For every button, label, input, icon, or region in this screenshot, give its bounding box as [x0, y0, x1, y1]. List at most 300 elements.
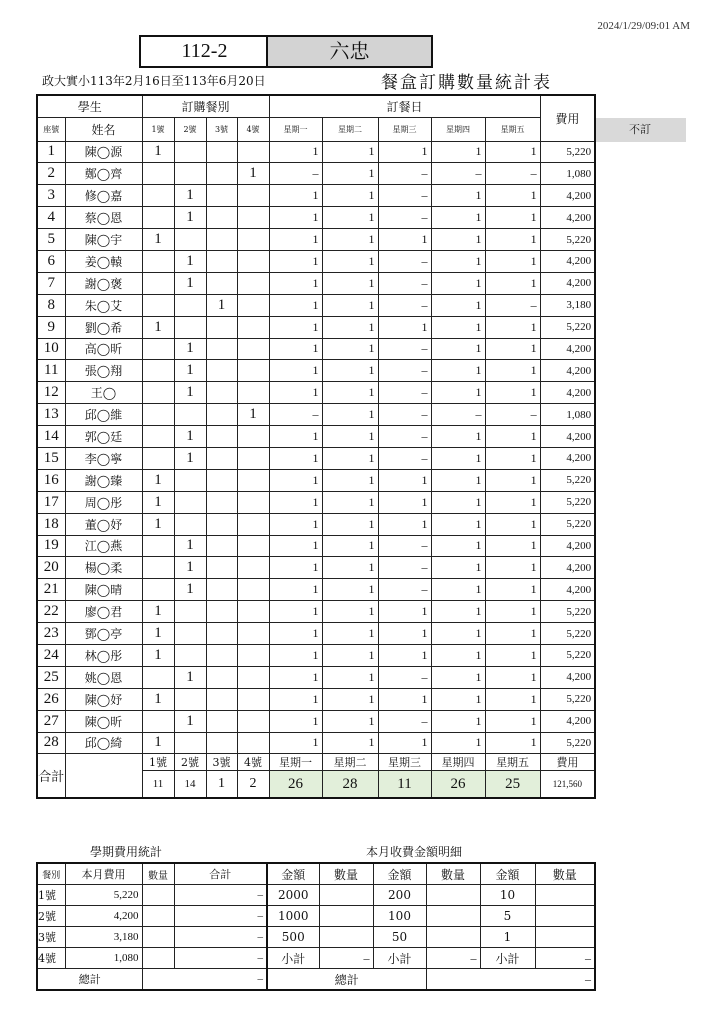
order-day-cell: 1	[378, 491, 431, 513]
income-qty	[319, 906, 373, 927]
order-type-cell	[142, 207, 174, 229]
income-qty	[319, 927, 373, 948]
totals-day-label: 星期二	[322, 754, 378, 771]
order-type-cell	[206, 469, 237, 491]
student-name: 蔡◯恩	[65, 207, 142, 229]
seat-number: 22	[37, 601, 65, 623]
total-mon: 26	[269, 771, 322, 798]
student-row	[37, 644, 595, 666]
totals-type-label: 1號	[142, 754, 174, 771]
semester-qty	[142, 885, 174, 906]
sem-grand-label: 總計	[37, 969, 142, 991]
income-amount: 100	[373, 906, 426, 927]
period-label: 政大實小113年2月16日至113年6月20日	[42, 74, 266, 88]
header-tue: 星期二	[322, 117, 378, 141]
order-type-cell	[237, 513, 269, 535]
header-student: 學生	[37, 95, 142, 117]
order-type-cell: 1	[174, 535, 206, 557]
semester-fee: 5,220	[65, 885, 142, 906]
header-type-3: 3號	[206, 117, 237, 141]
header-fri: 星期五	[485, 117, 540, 141]
order-type-cell	[237, 229, 269, 251]
income-qty	[426, 906, 480, 927]
student-name: 朱◯艾	[65, 294, 142, 316]
order-day-cell: 1	[269, 447, 322, 469]
student-name: 郭◯廷	[65, 426, 142, 448]
income-row	[267, 948, 595, 969]
order-type-cell: 1	[174, 360, 206, 382]
order-day-cell: 1	[431, 382, 485, 404]
order-type-cell	[237, 623, 269, 645]
seat-number: 6	[37, 250, 65, 272]
order-day-cell: 1	[322, 623, 378, 645]
student-row	[37, 141, 595, 163]
order-day-cell: –	[485, 294, 540, 316]
seat-number: 11	[37, 360, 65, 382]
fee-cell: 4,200	[540, 338, 595, 360]
order-day-cell: 1	[431, 557, 485, 579]
order-day-cell: 1	[322, 250, 378, 272]
fee-cell: 4,200	[540, 447, 595, 469]
order-day-cell: –	[378, 557, 431, 579]
student-row	[37, 316, 595, 338]
order-day-cell: 1	[431, 732, 485, 754]
total-type-2: 14	[174, 771, 206, 798]
student-name: 邱◯綺	[65, 732, 142, 754]
order-type-cell	[174, 491, 206, 513]
order-day-cell: 1	[322, 666, 378, 688]
fee-cell: 4,200	[540, 207, 595, 229]
order-type-cell	[206, 491, 237, 513]
student-row	[37, 710, 595, 732]
order-type-cell	[142, 666, 174, 688]
total-type-1: 11	[142, 771, 174, 798]
order-type-cell	[142, 426, 174, 448]
order-type-cell	[174, 404, 206, 426]
order-day-cell: 1	[431, 250, 485, 272]
order-type-cell	[174, 294, 206, 316]
order-day-cell: 1	[431, 469, 485, 491]
student-row	[37, 426, 595, 448]
income-amount: 5	[480, 906, 535, 927]
seat-number: 28	[37, 732, 65, 754]
order-day-cell: 1	[269, 623, 322, 645]
order-type-cell: 1	[142, 513, 174, 535]
order-type-cell	[206, 710, 237, 732]
order-type-cell	[206, 185, 237, 207]
order-day-cell: 1	[322, 163, 378, 185]
seat-number: 8	[37, 294, 65, 316]
order-type-cell	[237, 491, 269, 513]
order-day-cell: –	[431, 404, 485, 426]
student-row	[37, 382, 595, 404]
order-type-cell	[237, 732, 269, 754]
seat-number: 4	[37, 207, 65, 229]
seat-number: 17	[37, 491, 65, 513]
student-name: 楊◯柔	[65, 557, 142, 579]
student-name: 高◯昕	[65, 338, 142, 360]
semester-fee: 3,180	[65, 927, 142, 948]
header-type-2: 2號	[174, 117, 206, 141]
semester-row	[37, 948, 267, 969]
student-name: 修◯嘉	[65, 185, 142, 207]
order-day-cell: 1	[322, 710, 378, 732]
order-day-cell: 1	[431, 535, 485, 557]
income-amount: 1	[480, 927, 535, 948]
seat-number: 7	[37, 272, 65, 294]
student-row	[37, 360, 595, 382]
order-type-cell: 1	[142, 601, 174, 623]
order-day-cell: 1	[485, 185, 540, 207]
order-day-cell: 1	[269, 469, 322, 491]
seat-number: 26	[37, 688, 65, 710]
order-type-cell: 1	[174, 579, 206, 601]
order-type-cell	[206, 382, 237, 404]
order-day-cell: 1	[378, 688, 431, 710]
order-day-cell: –	[378, 404, 431, 426]
student-name: 鄭◯齊	[65, 163, 142, 185]
order-type-cell	[206, 141, 237, 163]
order-day-cell: 1	[431, 360, 485, 382]
order-day-cell: 1	[269, 229, 322, 251]
order-day-cell: 1	[322, 491, 378, 513]
order-type-cell: 1	[206, 294, 237, 316]
order-day-cell: 1	[485, 688, 540, 710]
order-day-cell: 1	[485, 141, 540, 163]
order-type-cell	[206, 163, 237, 185]
order-type-cell	[237, 272, 269, 294]
student-row	[37, 447, 595, 469]
seat-number: 21	[37, 579, 65, 601]
order-type-cell: 1	[142, 316, 174, 338]
order-day-cell: 1	[485, 250, 540, 272]
order-type-cell	[174, 316, 206, 338]
student-row	[37, 579, 595, 601]
header-name: 姓名	[65, 117, 142, 141]
order-day-cell: 1	[431, 141, 485, 163]
semester-total: –	[174, 948, 267, 969]
semester-row	[37, 927, 267, 948]
order-day-cell: –	[485, 404, 540, 426]
print-timestamp: 2024/1/29/09:01 AM	[597, 20, 690, 32]
student-row	[37, 272, 595, 294]
order-day-cell: 1	[322, 513, 378, 535]
student-name: 謝◯褒	[65, 272, 142, 294]
order-type-cell	[206, 229, 237, 251]
order-day-cell: 1	[269, 141, 322, 163]
order-day-cell: 1	[322, 294, 378, 316]
seat-number: 12	[37, 382, 65, 404]
order-day-cell: 1	[485, 623, 540, 645]
income-amount: 10	[480, 885, 535, 906]
income-qty	[535, 885, 595, 906]
student-row	[37, 469, 595, 491]
order-type-cell	[206, 272, 237, 294]
order-day-cell: 1	[378, 623, 431, 645]
sem-grand-value: –	[142, 969, 267, 991]
order-day-cell: –	[378, 360, 431, 382]
order-day-cell: 1	[485, 272, 540, 294]
order-day-cell: –	[431, 163, 485, 185]
order-type-cell	[206, 360, 237, 382]
order-day-cell: –	[378, 294, 431, 316]
order-day-cell: 1	[269, 601, 322, 623]
order-day-cell: 1	[269, 579, 322, 601]
student-row	[37, 185, 595, 207]
fee-cell: 5,220	[540, 623, 595, 645]
order-day-cell: 1	[431, 207, 485, 229]
order-day-cell: 1	[322, 426, 378, 448]
order-day-cell: 1	[322, 601, 378, 623]
order-type-cell	[142, 360, 174, 382]
order-day-cell: –	[378, 666, 431, 688]
student-row	[37, 732, 595, 754]
total-type-4: 2	[237, 771, 269, 798]
class-name: 六忠	[266, 35, 433, 68]
student-row	[37, 207, 595, 229]
income-amount: 小計	[373, 948, 426, 969]
order-type-cell	[174, 141, 206, 163]
order-day-cell: 1	[322, 688, 378, 710]
order-day-cell: –	[378, 579, 431, 601]
income-amount: 2000	[267, 885, 319, 906]
student-name: 姜◯轅	[65, 250, 142, 272]
order-type-cell	[206, 579, 237, 601]
total-tue: 28	[322, 771, 378, 798]
order-type-cell: 1	[237, 163, 269, 185]
student-name: 李◯寧	[65, 447, 142, 469]
inc-header: 金額	[480, 863, 535, 885]
order-day-cell: 1	[269, 710, 322, 732]
order-type-cell: 1	[174, 382, 206, 404]
semester-row	[37, 885, 267, 906]
order-day-cell: 1	[322, 360, 378, 382]
fee-cell: 4,200	[540, 360, 595, 382]
student-row	[37, 491, 595, 513]
fee-cell: 4,200	[540, 535, 595, 557]
fee-cell: 5,220	[540, 601, 595, 623]
order-type-cell	[174, 469, 206, 491]
order-day-cell: 1	[431, 338, 485, 360]
income-qty: –	[319, 948, 373, 969]
seat-number: 5	[37, 229, 65, 251]
order-day-cell: 1	[485, 513, 540, 535]
order-type-cell: 1	[174, 426, 206, 448]
student-name: 鄧◯亭	[65, 623, 142, 645]
income-title: 本月收費金額明細	[366, 845, 463, 859]
order-day-cell: 1	[378, 732, 431, 754]
order-type-cell: 1	[174, 666, 206, 688]
order-type-cell: 1	[174, 250, 206, 272]
order-day-cell: –	[378, 272, 431, 294]
student-name: 張◯翔	[65, 360, 142, 382]
order-day-cell: 1	[269, 338, 322, 360]
order-day-cell: 1	[485, 426, 540, 448]
order-day-cell: 1	[485, 338, 540, 360]
semester-fee: 4,200	[65, 906, 142, 927]
student-name: 陳◯妤	[65, 688, 142, 710]
order-day-cell: 1	[485, 579, 540, 601]
order-day-cell: –	[378, 382, 431, 404]
order-day-cell: 1	[322, 185, 378, 207]
order-type-cell	[174, 623, 206, 645]
order-type-cell	[142, 272, 174, 294]
order-day-cell: 1	[431, 710, 485, 732]
order-type-cell	[237, 535, 269, 557]
order-type-cell	[142, 535, 174, 557]
student-name: 劉◯希	[65, 316, 142, 338]
order-type-cell	[237, 207, 269, 229]
totals-type-label: 2號	[174, 754, 206, 771]
order-type-cell	[237, 666, 269, 688]
order-type-cell: 1	[142, 469, 174, 491]
seat-number: 2	[37, 163, 65, 185]
order-day-cell: 1	[269, 382, 322, 404]
order-day-cell: 1	[485, 469, 540, 491]
fee-cell: 3,180	[540, 294, 595, 316]
order-type-cell	[206, 732, 237, 754]
student-row	[37, 404, 595, 426]
order-day-cell: 1	[322, 644, 378, 666]
inc-grand-value: –	[426, 969, 595, 991]
fee-cell: 5,220	[540, 469, 595, 491]
order-day-cell: 1	[378, 644, 431, 666]
order-table	[36, 94, 596, 799]
order-type-cell: 1	[142, 644, 174, 666]
student-name: 陳◯晴	[65, 579, 142, 601]
order-day-cell: 1	[485, 644, 540, 666]
totals-fee-label: 費用	[540, 754, 595, 771]
inc-header: 金額	[373, 863, 426, 885]
page-title: 餐盒訂購數量統計表	[381, 73, 552, 93]
fee-cell: 4,200	[540, 272, 595, 294]
order-day-cell: 1	[269, 491, 322, 513]
student-name: 陳◯源	[65, 141, 142, 163]
order-day-cell: 1	[378, 469, 431, 491]
order-type-cell: 1	[174, 185, 206, 207]
order-day-cell: –	[269, 163, 322, 185]
order-type-cell	[237, 382, 269, 404]
order-day-cell: 1	[431, 272, 485, 294]
order-day-cell: –	[378, 250, 431, 272]
income-amount: 小計	[267, 948, 319, 969]
income-qty	[426, 927, 480, 948]
totals-day-label: 星期一	[269, 754, 322, 771]
order-type-cell	[142, 163, 174, 185]
order-day-cell: 1	[269, 688, 322, 710]
student-row	[37, 535, 595, 557]
order-type-cell	[142, 294, 174, 316]
order-type-cell	[237, 579, 269, 601]
sem-header: 數量	[142, 863, 174, 885]
seat-number: 16	[37, 469, 65, 491]
order-type-cell	[206, 535, 237, 557]
fee-cell: 4,200	[540, 382, 595, 404]
header-type-4: 4號	[237, 117, 269, 141]
order-type-cell: 1	[174, 338, 206, 360]
order-day-cell: –	[378, 163, 431, 185]
order-day-cell: 1	[431, 513, 485, 535]
student-name: 陳◯昕	[65, 710, 142, 732]
student-row	[37, 513, 595, 535]
order-day-cell: 1	[431, 644, 485, 666]
seat-number: 18	[37, 513, 65, 535]
inc-header: 數量	[535, 863, 595, 885]
student-row	[37, 250, 595, 272]
order-day-cell: 1	[431, 688, 485, 710]
total-thu: 26	[431, 771, 485, 798]
inc-header: 數量	[426, 863, 480, 885]
order-day-cell: 1	[378, 316, 431, 338]
fee-cell: 5,220	[540, 316, 595, 338]
order-type-cell	[174, 732, 206, 754]
order-day-cell: –	[378, 535, 431, 557]
header-mon: 星期一	[269, 117, 322, 141]
order-type-cell	[206, 316, 237, 338]
order-day-cell: 1	[485, 601, 540, 623]
order-day-cell: 1	[322, 732, 378, 754]
order-day-cell: 1	[269, 250, 322, 272]
order-day-cell: 1	[322, 229, 378, 251]
student-row	[37, 163, 595, 185]
meal-type: 2號	[37, 906, 65, 927]
order-type-cell	[237, 710, 269, 732]
seat-number: 9	[37, 316, 65, 338]
semester-total: –	[174, 906, 267, 927]
order-day-cell: 1	[485, 491, 540, 513]
student-name: 謝◯臻	[65, 469, 142, 491]
header-order-days: 訂餐日	[269, 95, 540, 117]
seat-number: 3	[37, 185, 65, 207]
income-row	[267, 906, 595, 927]
order-type-cell	[237, 360, 269, 382]
income-amount: 1000	[267, 906, 319, 927]
order-day-cell: 1	[485, 535, 540, 557]
order-type-cell	[174, 163, 206, 185]
order-type-cell	[206, 623, 237, 645]
order-type-cell	[142, 710, 174, 732]
order-type-cell	[206, 207, 237, 229]
semester-total: –	[174, 885, 267, 906]
order-type-cell	[142, 250, 174, 272]
income-amount: 200	[373, 885, 426, 906]
order-type-cell	[237, 557, 269, 579]
seat-number: 19	[37, 535, 65, 557]
income-qty: –	[535, 948, 595, 969]
order-type-cell	[206, 426, 237, 448]
order-day-cell: –	[378, 710, 431, 732]
fee-cell: 4,200	[540, 426, 595, 448]
order-day-cell: 1	[322, 272, 378, 294]
order-day-cell: 1	[322, 207, 378, 229]
order-day-cell: 1	[269, 666, 322, 688]
totals-day-label: 星期四	[431, 754, 485, 771]
student-name: 王◯	[65, 382, 142, 404]
order-type-cell	[206, 447, 237, 469]
order-day-cell: 1	[431, 491, 485, 513]
totals-type-label: 3號	[206, 754, 237, 771]
order-day-cell: 1	[431, 316, 485, 338]
fee-cell: 5,220	[540, 513, 595, 535]
sem-header: 合計	[174, 863, 267, 885]
semester-qty	[142, 906, 174, 927]
order-type-cell	[237, 185, 269, 207]
seat-number: 24	[37, 644, 65, 666]
student-name: 周◯彤	[65, 491, 142, 513]
order-day-cell: 1	[431, 579, 485, 601]
seat-number: 13	[37, 404, 65, 426]
order-day-cell: 1	[378, 141, 431, 163]
